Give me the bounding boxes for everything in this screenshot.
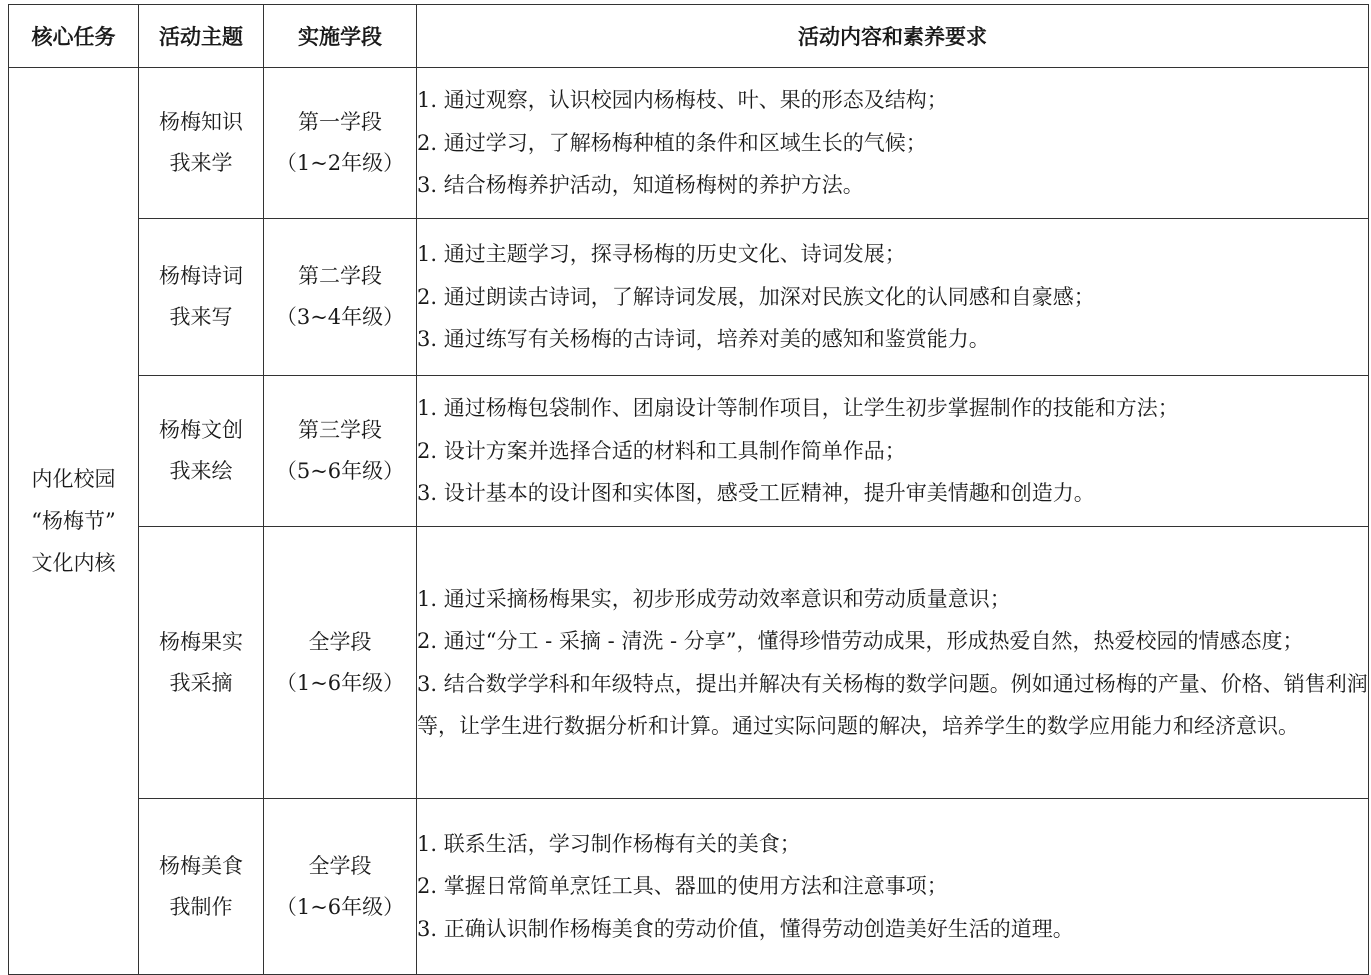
content-item: 3. 通过练写有关杨梅的古诗词，培养对美的感知和鉴赏能力。	[417, 327, 990, 352]
content-item: 1. 通过采摘杨梅果实，初步形成劳动效率意识和劳动质量意识；	[417, 586, 1011, 611]
table-row	[9, 376, 1369, 527]
stage-grade: （3~4年级）	[275, 305, 405, 329]
stage-name: 全学段	[308, 629, 372, 654]
stage-name: 全学段	[308, 853, 372, 878]
theme-line: 杨梅文创	[159, 418, 243, 442]
content-cell	[417, 219, 1369, 376]
activity-plan-table	[8, 4, 1369, 975]
content-cell	[417, 799, 1369, 975]
stage-name: 第一学段	[298, 110, 382, 134]
stage-cell	[264, 219, 417, 376]
content-item: 3. 结合数学学科和年级特点，提出并解决有关杨梅的数学问题。例如通过杨梅的产量、价格、销售利润等，让学生进行数据分析和计算。通过实际问题的解决，培养学生的数学应用能力和经济意识。	[417, 671, 1368, 738]
table-row	[9, 799, 1369, 975]
table-row	[9, 219, 1369, 376]
content-item: 3. 设计基本的设计图和实体图，感受工匠精神，提升审美情趣和创造力。	[417, 481, 1095, 506]
stage-cell	[264, 68, 417, 219]
stage-cell	[264, 376, 417, 527]
stage-grade: （5~6年级）	[275, 459, 405, 483]
content-item: 2. 通过学习，了解杨梅种植的条件和区域生长的气候；	[417, 130, 927, 155]
header-row	[9, 5, 1369, 68]
core-task-line: “杨梅节”	[31, 509, 116, 533]
content-cell	[417, 376, 1369, 527]
theme-cell	[139, 68, 264, 219]
content-cell	[417, 68, 1369, 219]
content-item: 3. 结合杨梅养护活动，知道杨梅树的养护方法。	[417, 173, 864, 198]
theme-line: 我采摘	[169, 670, 233, 695]
stage-name: 第三学段	[298, 418, 382, 442]
content-item: 1. 通过主题学习，探寻杨梅的历史文化、诗词发展；	[417, 242, 906, 267]
content-item: 3. 正确认识制作杨梅美食的劳动价值，懂得劳动创造美好生活的道理。	[417, 916, 1074, 941]
content-item: 2. 掌握日常简单烹饪工具、器皿的使用方法和注意事项；	[417, 874, 948, 899]
content-cell	[417, 527, 1369, 799]
content-item: 2. 通过“分工 - 采摘 - 清洗 - 分享”，懂得珍惜劳动成果，形成热爱自然，热爱校园的情感态度；	[417, 629, 1304, 653]
theme-line: 杨梅知识	[159, 110, 243, 134]
theme-line: 杨梅美食	[159, 853, 243, 878]
stage-grade: （1~2年级）	[275, 151, 405, 175]
theme-cell	[139, 527, 264, 799]
content-item: 2. 通过朗读古诗词，了解诗词发展，加深对民族文化的认同感和自豪感；	[417, 284, 1095, 309]
theme-line: 杨梅果实	[159, 629, 243, 654]
core-task-cell	[9, 68, 139, 975]
theme-cell	[139, 799, 264, 975]
theme-line: 杨梅诗词	[159, 264, 243, 288]
content-item: 2. 设计方案并选择合适的材料和工具制作简单作品；	[417, 438, 906, 463]
header-stage: 实施学段	[264, 5, 417, 68]
stage-grade: （1~6年级）	[275, 670, 405, 695]
theme-cell	[139, 219, 264, 376]
theme-line: 我来学	[169, 151, 233, 175]
theme-line: 我来写	[169, 305, 233, 329]
header-activity-theme: 活动主题	[139, 5, 264, 68]
table-row	[9, 68, 1369, 219]
theme-cell	[139, 376, 264, 527]
theme-line: 我制作	[169, 894, 233, 919]
content-item: 1. 通过观察，认识校园内杨梅枝、叶、果的形态及结构；	[417, 88, 948, 113]
stage-cell	[264, 799, 417, 975]
theme-line: 我来绘	[169, 459, 233, 483]
table-row	[9, 527, 1369, 799]
stage-name: 第二学段	[298, 264, 382, 288]
header-content: 活动内容和素养要求	[417, 5, 1369, 68]
header-core-task: 核心任务	[9, 5, 139, 68]
core-task-line: 内化校园	[31, 467, 116, 491]
core-task-line: 文化内核	[31, 551, 116, 575]
content-item: 1. 通过杨梅包袋制作、团扇设计等制作项目，让学生初步掌握制作的技能和方法；	[417, 396, 1179, 421]
stage-cell	[264, 527, 417, 799]
stage-grade: （1~6年级）	[275, 894, 405, 919]
content-item: 1. 联系生活，学习制作杨梅有关的美食；	[417, 831, 801, 856]
